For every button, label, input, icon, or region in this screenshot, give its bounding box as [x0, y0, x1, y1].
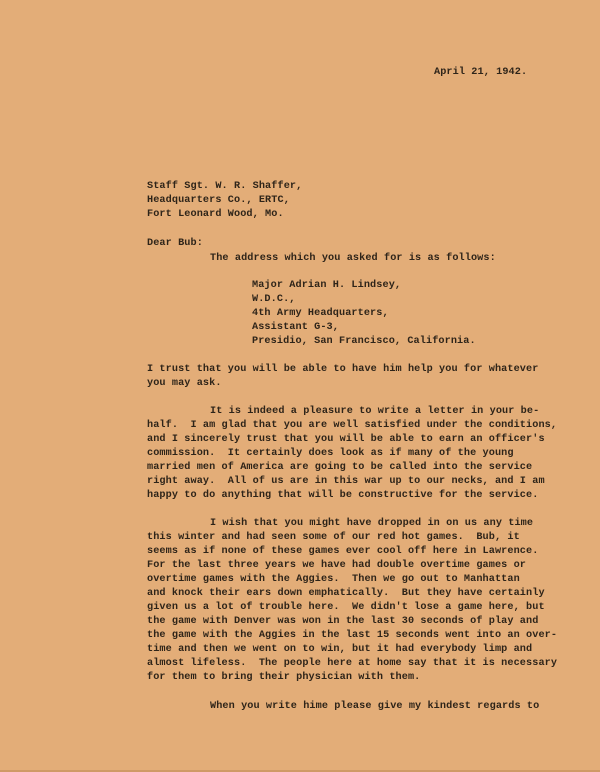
paragraph2-line: half. I am glad that you are well satisfied under the conditions, — [147, 420, 558, 431]
paragraph3-line: the game with Denver was won in the last 30 seconds of play and — [147, 616, 539, 627]
paragraph3-line: the game with the Aggies in the last 15 seconds went into an over- — [147, 630, 558, 641]
paragraph3-line: for them to bring their physician with them. — [147, 672, 421, 683]
paragraph3-line: this winter and had seen some of our red hot games. Bub, it — [147, 532, 520, 543]
address-line: Assistant G-3, — [252, 322, 339, 333]
paragraph2-line: It is indeed a pleasure to write a letter in your be- — [210, 406, 540, 417]
paragraph3-line: I wish that you might have dropped in on us any time — [210, 518, 534, 529]
address-line: Major Adrian H. Lindsey, — [252, 280, 402, 291]
address-line: Presidio, San Francisco, California. — [252, 336, 476, 347]
paragraph3-line: seems as if none of these games ever cool off here in Lawrence. — [147, 546, 539, 557]
paragraph3-line: almost lifeless. The people here at home say that it is necessary — [147, 658, 558, 669]
paragraph2-line: happy to do anything that will be constructive for the service. — [147, 490, 539, 501]
letter-date: April 21, 1942. — [434, 67, 528, 78]
paragraph3-line: given us a lot of trouble here. We didn't lose a game here, but — [147, 602, 545, 613]
paragraph3-line: overtime games with the Aggies. Then we go out to Manhattan — [147, 574, 520, 585]
paragraph2-line: and I sincerely trust that you will be able to earn an officer's — [147, 434, 545, 445]
recipient-line: Headquarters Co., ERTC, — [147, 195, 290, 206]
salutation: Dear Bub: — [147, 238, 203, 249]
address-line: W.D.C., — [252, 294, 296, 305]
closing-line: When you write hime please give my kindest regards to — [210, 701, 540, 712]
paragraph3-line: time and then we went on to win, but it had everybody limp and — [147, 644, 533, 655]
paragraph1-line: you may ask. — [147, 378, 222, 389]
paragraph3-line: For the last three years we have had double overtime games or — [147, 560, 527, 571]
paragraph1-line: I trust that you will be able to have him help you for whatever — [147, 364, 539, 375]
recipient-line: Staff Sgt. W. R. Shaffer, — [147, 181, 303, 192]
paragraph2-line: married men of America are going to be called into the service — [147, 462, 533, 473]
paragraph3-line: and knock their ears down emphatically. But they have certainly — [147, 588, 545, 599]
recipient-line: Fort Leonard Wood, Mo. — [147, 209, 284, 220]
address-line: 4th Army Headquarters, — [252, 308, 389, 319]
paragraph2-line: right away. All of us are in this war up to our necks, and I am — [147, 476, 545, 487]
intro-line: The address which you asked for is as follows: — [210, 253, 496, 264]
paragraph2-line: commission. It certainly does look as if many of the young — [147, 448, 514, 459]
